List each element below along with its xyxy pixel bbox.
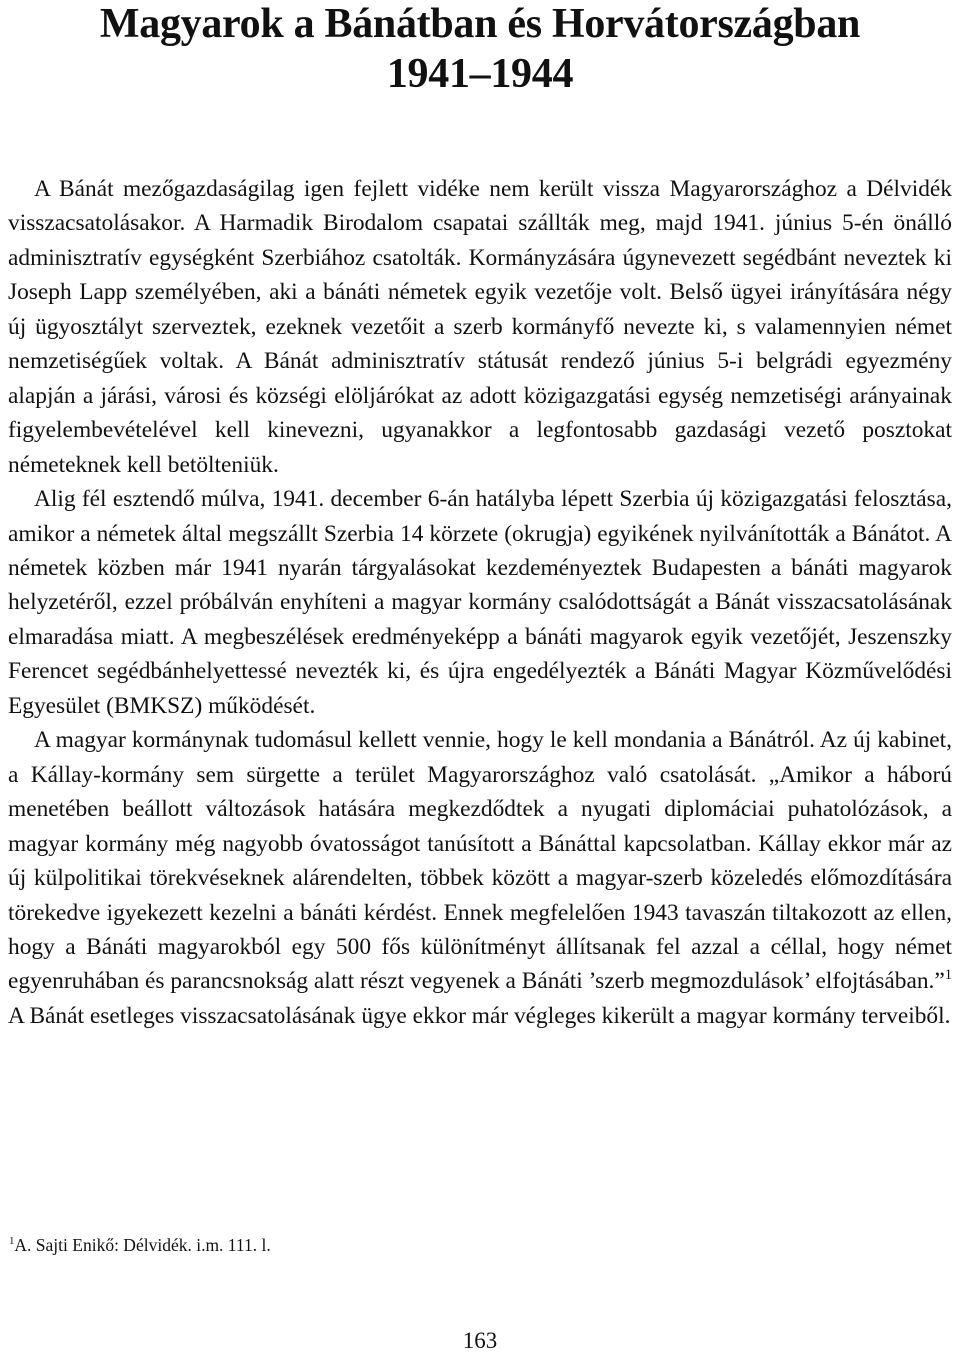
page-title: Magyarok a Bánátban és Horvátországban [99, 1, 861, 47]
footnote-text: A. Sajti Enikő: Délvidék. i.m. 111. l. [14, 1235, 271, 1255]
page-title-years: 1941–1944 [386, 51, 574, 97]
footnote-marker: 1 [9, 1235, 15, 1248]
paragraph-3-text: A magyar kormánynak tudomásul kellett vennie, hogy le kell mondania a Bánátról. Az új kabinet, a Kállay-kormány sem sürgette a terület Magyarországhoz való csatolását. „Amikor a háború menetében beállott változások hatására megkezdődtek a nyugati diplomáciai puhatolózások, a magyar kormány még nagyobb óvatosságot tanúsított a Bánáttal kapcsolatban. Kállay ekkor már az új külpolitikai törekvéseknek alárendelten, többek között a magyar-szerb közeledés előmozdítására törekedve igyekezett kezelni a bánáti kérdést. Ennek megfelelően 1943 tavaszán tiltakozott az ellen, hogy a Bánáti magyarokból egy 500 fős különítményt állítsanak fel azzal a céllal, hogy német egyenruhában és parancsnokság alatt részt vegyenek a Bánáti ’szerb megmozdulások’ elfojtásában.” [8, 727, 952, 995]
paragraph-2: Alig fél esztendő múlva, 1941. december 6-án hatályba lépett Szerbia új közigazgatási felosztása, amikor a németek által megszállt Szerbia 14 körzete (okrugja) egyikének nyilvánították a Bánátot. A németek közben már 1941 nyarán tárgyalásokat kezdeményeztek Budapesten a bánáti magyarok helyzetéről, ezzel próbálván enyhíteni a magyar kormány csalódottságát a Bánát visszacsatolásának elmaradása miatt. A megbeszélések eredményeképp a bánáti magyarok egyik vezetőjét, Jeszenszky Ferencet segédbánhelyettessé nevezték ki, és újra engedélyezték a Bánáti Magyar Közművelődési Egyesület (BMKSZ) működését. [8, 486, 952, 719]
page-number: 163 [462, 1328, 498, 1353]
paragraph-3-tail: A Bánát esetleges visszacsatolásának ügye ekkor már végleges kikerült a magyar kormány terveiből. [8, 1002, 951, 1029]
paragraph-3 [8, 723, 952, 1033]
body-text [8, 172, 952, 1033]
paragraph-1: A Bánát mezőgazdaságilag igen fejlett vidéke nem került vissza Magyarországhoz a Délvidék visszacsatolásakor. A Harmadik Birodalom csapatai szállták meg, majd 1941. június 5-én önálló adminisztratív egységként Szerbiához csatolták. Kormányzására úgynevezett segédbánt neveztek ki Joseph Lapp személyében, aki a bánáti németek egyik vezetője volt. Belső ügyei irányítására négy új ügyosztályt szerveztek, ezeknek vezetőit a szerb kormányfő nevezte ki, s valamennyien német nemzetiségűek voltak. A Bánát adminisztratív státusát rendező június 5-i belgrádi egyezmény alapján a járási, városi és községi elöljárókat az adott közigazgatási egység nemzetiségi arányainak figyelembevételével kell kinevezni, ugyanakkor a legfontosabb gazdasági vezető posztokat németeknek kell betölteniük. [8, 176, 952, 478]
footnote-reference: 1 [944, 967, 953, 984]
footnote [9, 1233, 271, 1257]
